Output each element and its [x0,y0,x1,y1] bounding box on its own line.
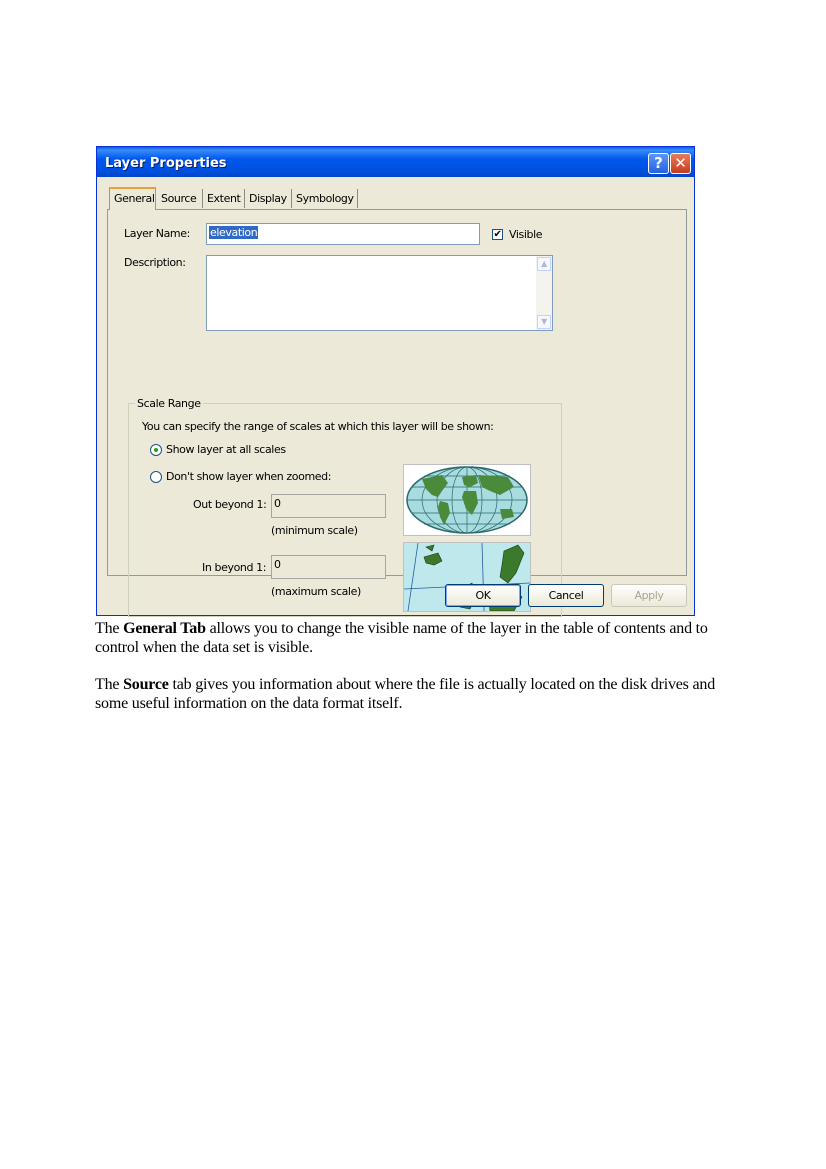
in-beyond-value: 0 [274,558,281,571]
para1-post: allows you to change the visible name of the layer in the table of contents and to control when the data set is visible. [95,620,708,656]
para2-pre: The [95,676,124,693]
tab-display-label: Display [249,192,287,205]
tab-symbology-label: Symbology [296,192,354,205]
apply-button[interactable]: Apply [611,584,687,607]
tab-extent[interactable] [203,189,245,208]
minimum-scale-hint: (minimum scale) [271,524,358,537]
tab-source-label: Source [161,192,197,205]
tab-symbology[interactable] [292,189,358,208]
in-beyond-label: In beyond 1: [202,561,267,574]
help-icon: ? [654,154,663,172]
tab-source[interactable] [157,189,203,208]
para1-pre: The [95,620,124,637]
scale-range-intro: You can specify the range of scales at which this layer will be shown: [142,420,494,433]
layer-name-value: elevation [210,226,258,239]
para1-bold: General Tab [123,620,206,637]
out-beyond-label: Out beyond 1: [193,498,267,511]
para2-bold: Source [123,676,169,693]
ok-button[interactable]: OK [445,584,521,607]
dont-show-zoomed-label: Don't show layer when zoomed: [166,470,332,483]
close-icon: ✕ [674,154,687,172]
para2-post: tab gives you information about where the file is actually located on the disk drives and some useful information on the data format itself. [95,676,715,712]
tab-general[interactable] [109,187,156,210]
description-textarea[interactable] [206,255,553,331]
tab-display[interactable] [245,189,292,208]
dont-show-zoomed-radio[interactable] [150,471,162,483]
visible-label: Visible [509,228,543,241]
visible-checkbox[interactable] [492,229,503,240]
check-icon: ✔ [493,229,502,240]
description-label: Description: [124,256,186,269]
dialog-title: Layer Properties [105,156,227,171]
scroll-down-icon[interactable]: ▼ [537,315,551,329]
description-scrollbar[interactable] [536,256,552,330]
layer-name-label: Layer Name: [124,227,190,240]
world-map-icon [403,464,531,536]
layer-name-input[interactable] [206,223,480,245]
maximum-scale-hint: (maximum scale) [271,585,361,598]
tab-extent-label: Extent [207,192,241,205]
scale-range-title: Scale Range [137,397,201,410]
show-all-scales-label: Show layer at all scales [166,443,286,456]
cancel-button[interactable]: Cancel [528,584,604,607]
layer-properties-dialog [96,146,695,616]
in-beyond-input[interactable] [271,555,386,579]
tab-general-label: General [114,192,155,205]
out-beyond-input[interactable] [271,494,386,518]
help-button[interactable] [648,153,669,174]
close-button[interactable] [670,153,691,174]
source-tab-paragraph [95,675,735,713]
scroll-up-icon[interactable]: ▲ [537,257,551,271]
show-all-scales-radio[interactable] [150,444,162,456]
out-beyond-value: 0 [274,497,281,510]
general-tab-paragraph [95,619,735,657]
title-bar[interactable] [97,147,694,177]
